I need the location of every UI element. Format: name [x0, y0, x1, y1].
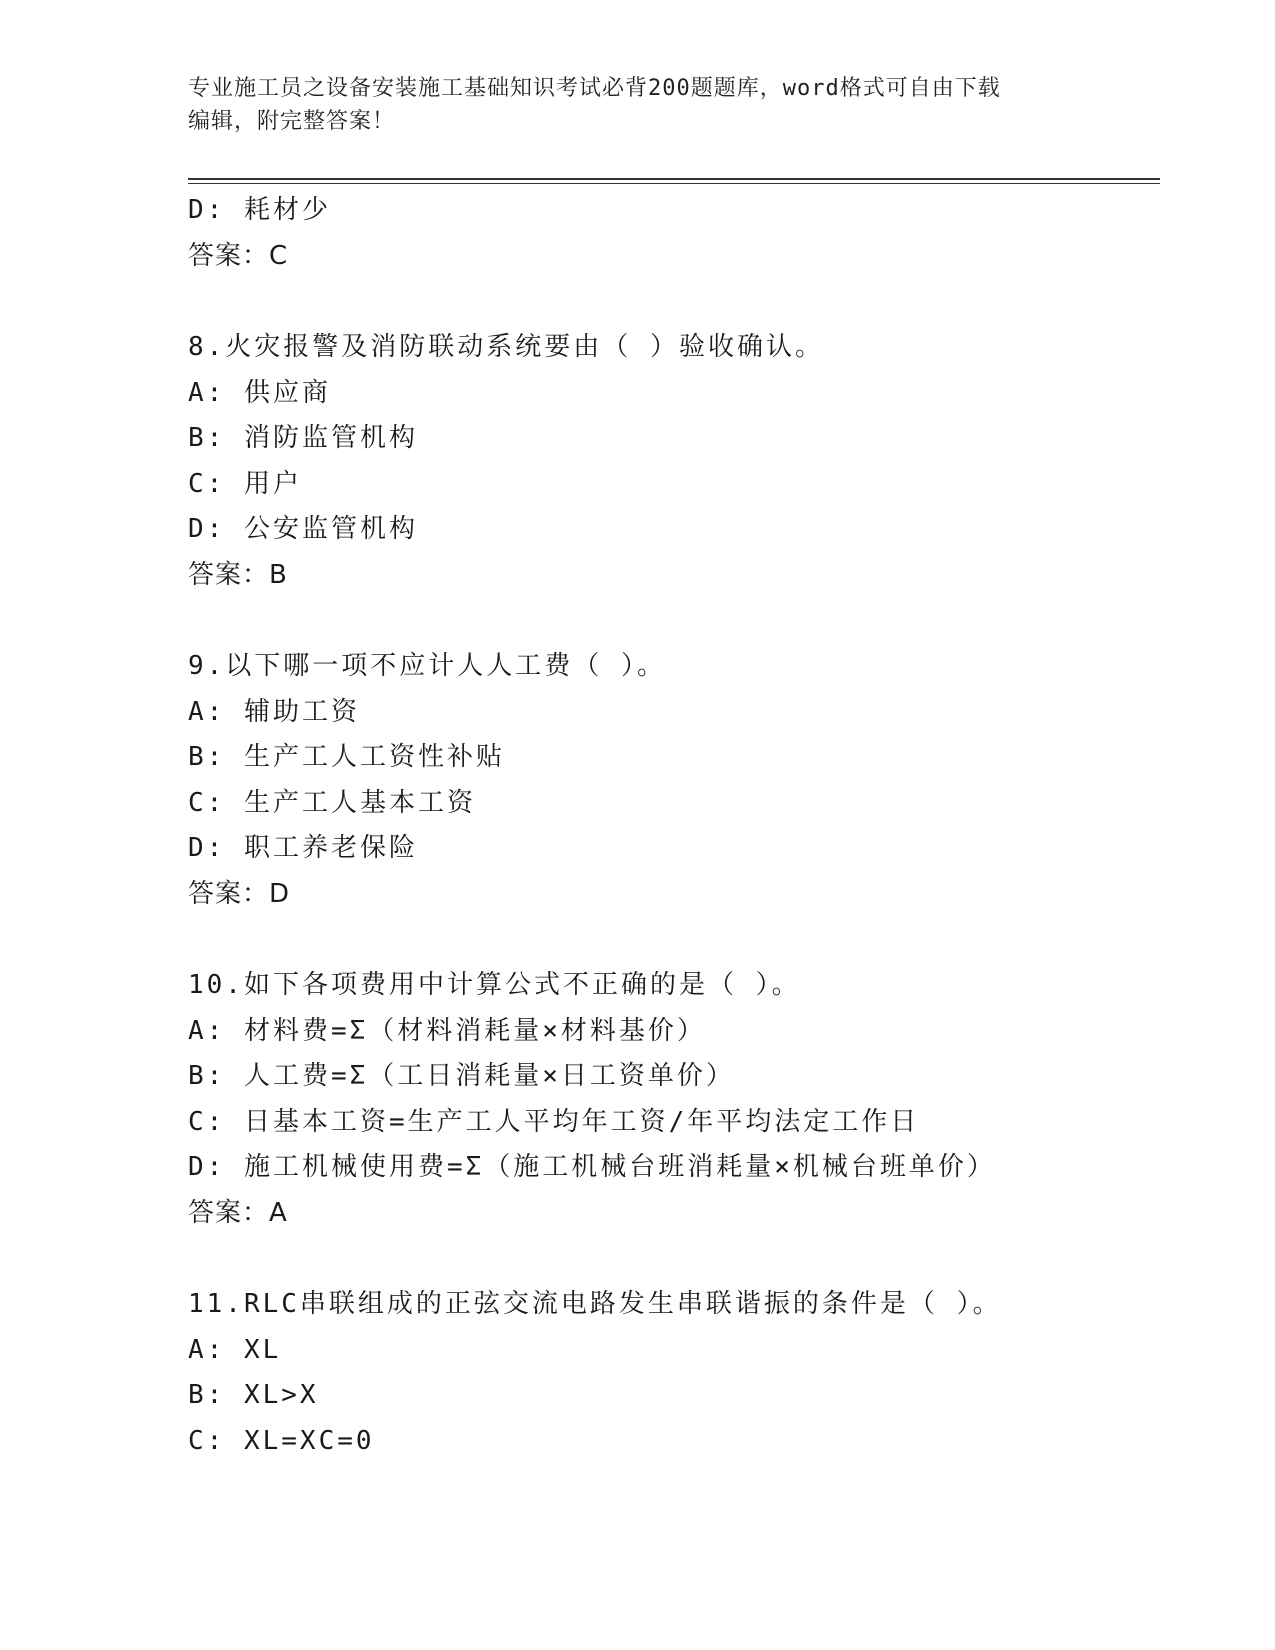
option-b: B: XL>X — [188, 1380, 319, 1410]
question-8 — [188, 325, 1160, 598]
header-rule-thick — [188, 178, 1160, 180]
header-line-1: 专业施工员之设备安装施工基础知识考试必背200题题库，word格式可自由下载 — [188, 76, 1001, 101]
option-a: A: 供应商 — [188, 377, 331, 408]
partial-answer: 答案：C — [188, 240, 289, 271]
question-list — [188, 188, 1160, 1464]
question-11 — [188, 1282, 1160, 1464]
option-c: C: 日基本工资=生产工人平均年工资/年平均法定工作日 — [188, 1106, 920, 1137]
header-rule-thin — [188, 183, 1160, 184]
answer: 答案：B — [188, 559, 288, 590]
option-d: D: 职工养老保险 — [188, 833, 418, 863]
option-a: A: 辅助工资 — [188, 696, 360, 727]
spacer — [188, 917, 1160, 963]
answer: 答案：D — [188, 878, 291, 909]
option-b: B: 消防监管机构 — [188, 423, 418, 453]
option-a: A: 材料费=Σ（材料消耗量×材料基价） — [188, 1015, 706, 1046]
option-a: A: XL — [188, 1334, 282, 1365]
question-stem: 9.以下哪一项不应计人人工费（ ）。 — [188, 651, 666, 681]
question-stem: 10.如下各项费用中计算公式不正确的是（ ）。 — [188, 970, 801, 1000]
option-c: C: 生产工人基本工资 — [188, 787, 476, 818]
option-d: D: 公安监管机构 — [188, 514, 418, 544]
option-c: C: 用户 — [188, 468, 302, 499]
option-d: D: 施工机械使用费=Σ（施工机械台班消耗量×机械台班单价） — [188, 1152, 996, 1182]
document-header — [188, 72, 1088, 138]
answer: 答案：A — [188, 1197, 288, 1228]
question-9 — [188, 644, 1160, 917]
spacer — [188, 598, 1160, 644]
header-line-2: 编辑，附完整答案！ — [188, 109, 396, 134]
option-b: B: 生产工人工资性补贴 — [188, 742, 505, 772]
partial-option-d: D: 耗材少 — [188, 195, 331, 225]
option-c: C: XL=XC=0 — [188, 1425, 375, 1456]
option-b: B: 人工费=Σ（工日消耗量×日工资单价） — [188, 1061, 735, 1091]
spacer — [188, 279, 1160, 325]
spacer — [188, 1236, 1160, 1282]
question-stem: 11.RLC串联组成的正弦交流电路发生串联谐振的条件是（ ）。 — [188, 1289, 1002, 1319]
question-stem: 8.火灾报警及消防联动系统要由（ ）验收确认。 — [188, 332, 824, 362]
question-10 — [188, 963, 1160, 1236]
